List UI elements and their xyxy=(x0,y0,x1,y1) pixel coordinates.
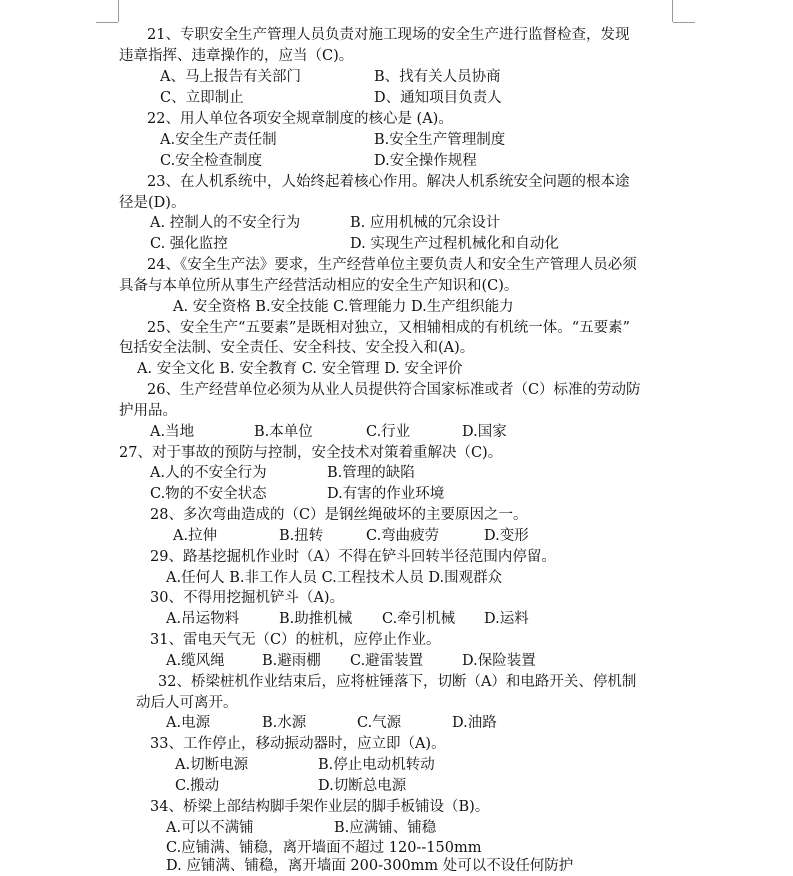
option: D.安全操作规程 xyxy=(374,153,477,169)
option: A、马上报告有关部门 xyxy=(160,69,301,85)
option: B.助推机械 xyxy=(279,611,353,627)
question-text: 34、桥梁上部结构脚手架作业层的脚手板铺设（B)。 xyxy=(150,799,490,815)
option: D. 实现生产过程机械化和自动化 xyxy=(350,236,559,252)
option: D、通知项目负责人 xyxy=(374,90,502,106)
option: A.当地 xyxy=(150,424,195,440)
option: D.保险装置 xyxy=(462,653,536,669)
option: B.扭转 xyxy=(279,528,324,544)
question-text: 30、不得用挖掘机铲斗（A)。 xyxy=(150,590,345,606)
option: D.变形 xyxy=(484,528,529,544)
option-row: A. 安全文化 B. 安全教育 C. 安全管理 D. 安全评价 xyxy=(137,361,463,377)
option: B.本单位 xyxy=(254,424,313,440)
question-text: 33、工作停止，移动振动器时，应立即（A)。 xyxy=(150,736,446,752)
question-text: 32、桥梁桩机作业结束后，应将桩锤落下，切断（A）和电路开关、停机制 xyxy=(158,674,637,690)
crop-mark-right xyxy=(672,0,673,22)
option: C.行业 xyxy=(366,424,411,440)
option: A.吊运物料 xyxy=(166,611,240,627)
question-text: 28、多次弯曲造成的（C）是钢丝绳破坏的主要原因之一。 xyxy=(150,507,528,523)
option: A. 控制人的不安全行为 xyxy=(150,215,301,231)
question-text: 违章指挥、违章操作的，应当（C)。 xyxy=(119,48,354,64)
option: C.气源 xyxy=(357,715,402,731)
option: A.安全生产责任制 xyxy=(160,132,277,148)
question-text: 31、雷电天气无（C）的桩机，应停止作业。 xyxy=(150,632,441,648)
option: A.切断电源 xyxy=(175,757,249,773)
option: C.弯曲疲劳 xyxy=(366,528,440,544)
option: C.物的不安全状态 xyxy=(150,486,267,502)
option: D.国家 xyxy=(462,424,507,440)
option: B.管理的缺陷 xyxy=(327,465,415,481)
option: B.应满铺、铺稳 xyxy=(334,820,437,836)
option: B.停止电动机转动 xyxy=(318,757,435,773)
option: B.避雨棚 xyxy=(262,653,321,669)
option: B.安全生产管理制度 xyxy=(374,132,506,148)
option: C.搬动 xyxy=(175,778,220,794)
option: A.拉伸 xyxy=(173,528,218,544)
option: B. 应用机械的冗余设计 xyxy=(350,215,501,231)
option: C、立即制止 xyxy=(160,90,244,106)
crop-mark-left xyxy=(118,0,119,22)
option: C.牵引机械 xyxy=(382,611,456,627)
question-text: 具备与本单位所从事生产经营活动相应的安全生产知识和(C)。 xyxy=(119,278,519,294)
option: C. 强化监控 xyxy=(150,236,228,252)
question-text: 25、安全生产“五要素”是既相对独立，又相辅相成的有机统一体。“五要素” xyxy=(147,320,631,336)
question-text: 29、路基挖掘机作业时（A）不得在铲斗回转半径范围内停留。 xyxy=(150,549,556,565)
option: A.人的不安全行为 xyxy=(150,465,267,481)
question-text: 包括安全法制、安全责任、安全科技、安全投入和(A)。 xyxy=(119,340,475,356)
option: A.可以不满铺 xyxy=(166,820,254,836)
question-text: 26、生产经营单位必须为从业人员提供符合国家标准或者（C）标准的劳动防 xyxy=(147,382,641,398)
option: C.应铺满、铺稳，离开墙面不超过 120--150mm xyxy=(166,840,482,856)
option: D.油路 xyxy=(452,715,497,731)
option: B.水源 xyxy=(262,715,307,731)
option: B、找有关人员协商 xyxy=(374,69,501,85)
question-text: 23、在人机系统中，人始终起着核心作用。解决人机系统安全问题的根本途 xyxy=(147,174,630,190)
option: D.切断总电源 xyxy=(318,778,407,794)
option-row: A.任何人 B.非工作人员 C.工程技术人员 D.围观群众 xyxy=(166,570,503,586)
crop-mark-left-h xyxy=(96,22,118,23)
option: A.电源 xyxy=(166,715,211,731)
option: D.运料 xyxy=(484,611,529,627)
option: A.缆风绳 xyxy=(166,653,225,669)
option: D. 应铺满、铺稳，离开墙面 200-300mm 处可以不设任何防护 xyxy=(166,858,574,874)
question-text: 27、对于事故的预防与控制，安全技术对策着重解决（C)。 xyxy=(119,445,503,461)
option: D.有害的作业环境 xyxy=(327,486,445,502)
question-text: 径是(D)。 xyxy=(119,195,186,211)
crop-mark-right-h xyxy=(673,22,695,23)
question-text: 24、《安全生产法》要求，生产经营单位主要负责人和安全生产管理人员必须 xyxy=(147,257,637,273)
question-text: 动后人可离开。 xyxy=(136,695,238,711)
question-text: 22、用人单位各项安全规章制度的核心是 (A)。 xyxy=(147,111,453,127)
option-row: A. 安全资格 B.安全技能 C.管理能力 D.生产组织能力 xyxy=(173,299,514,315)
question-text: 护用品。 xyxy=(119,403,177,419)
question-text: 21、专职安全生产管理人员负责对施工现场的安全生产进行监督检查，发现 xyxy=(147,27,630,43)
option: C.避雷装置 xyxy=(350,653,424,669)
option: C.安全检查制度 xyxy=(160,153,263,169)
